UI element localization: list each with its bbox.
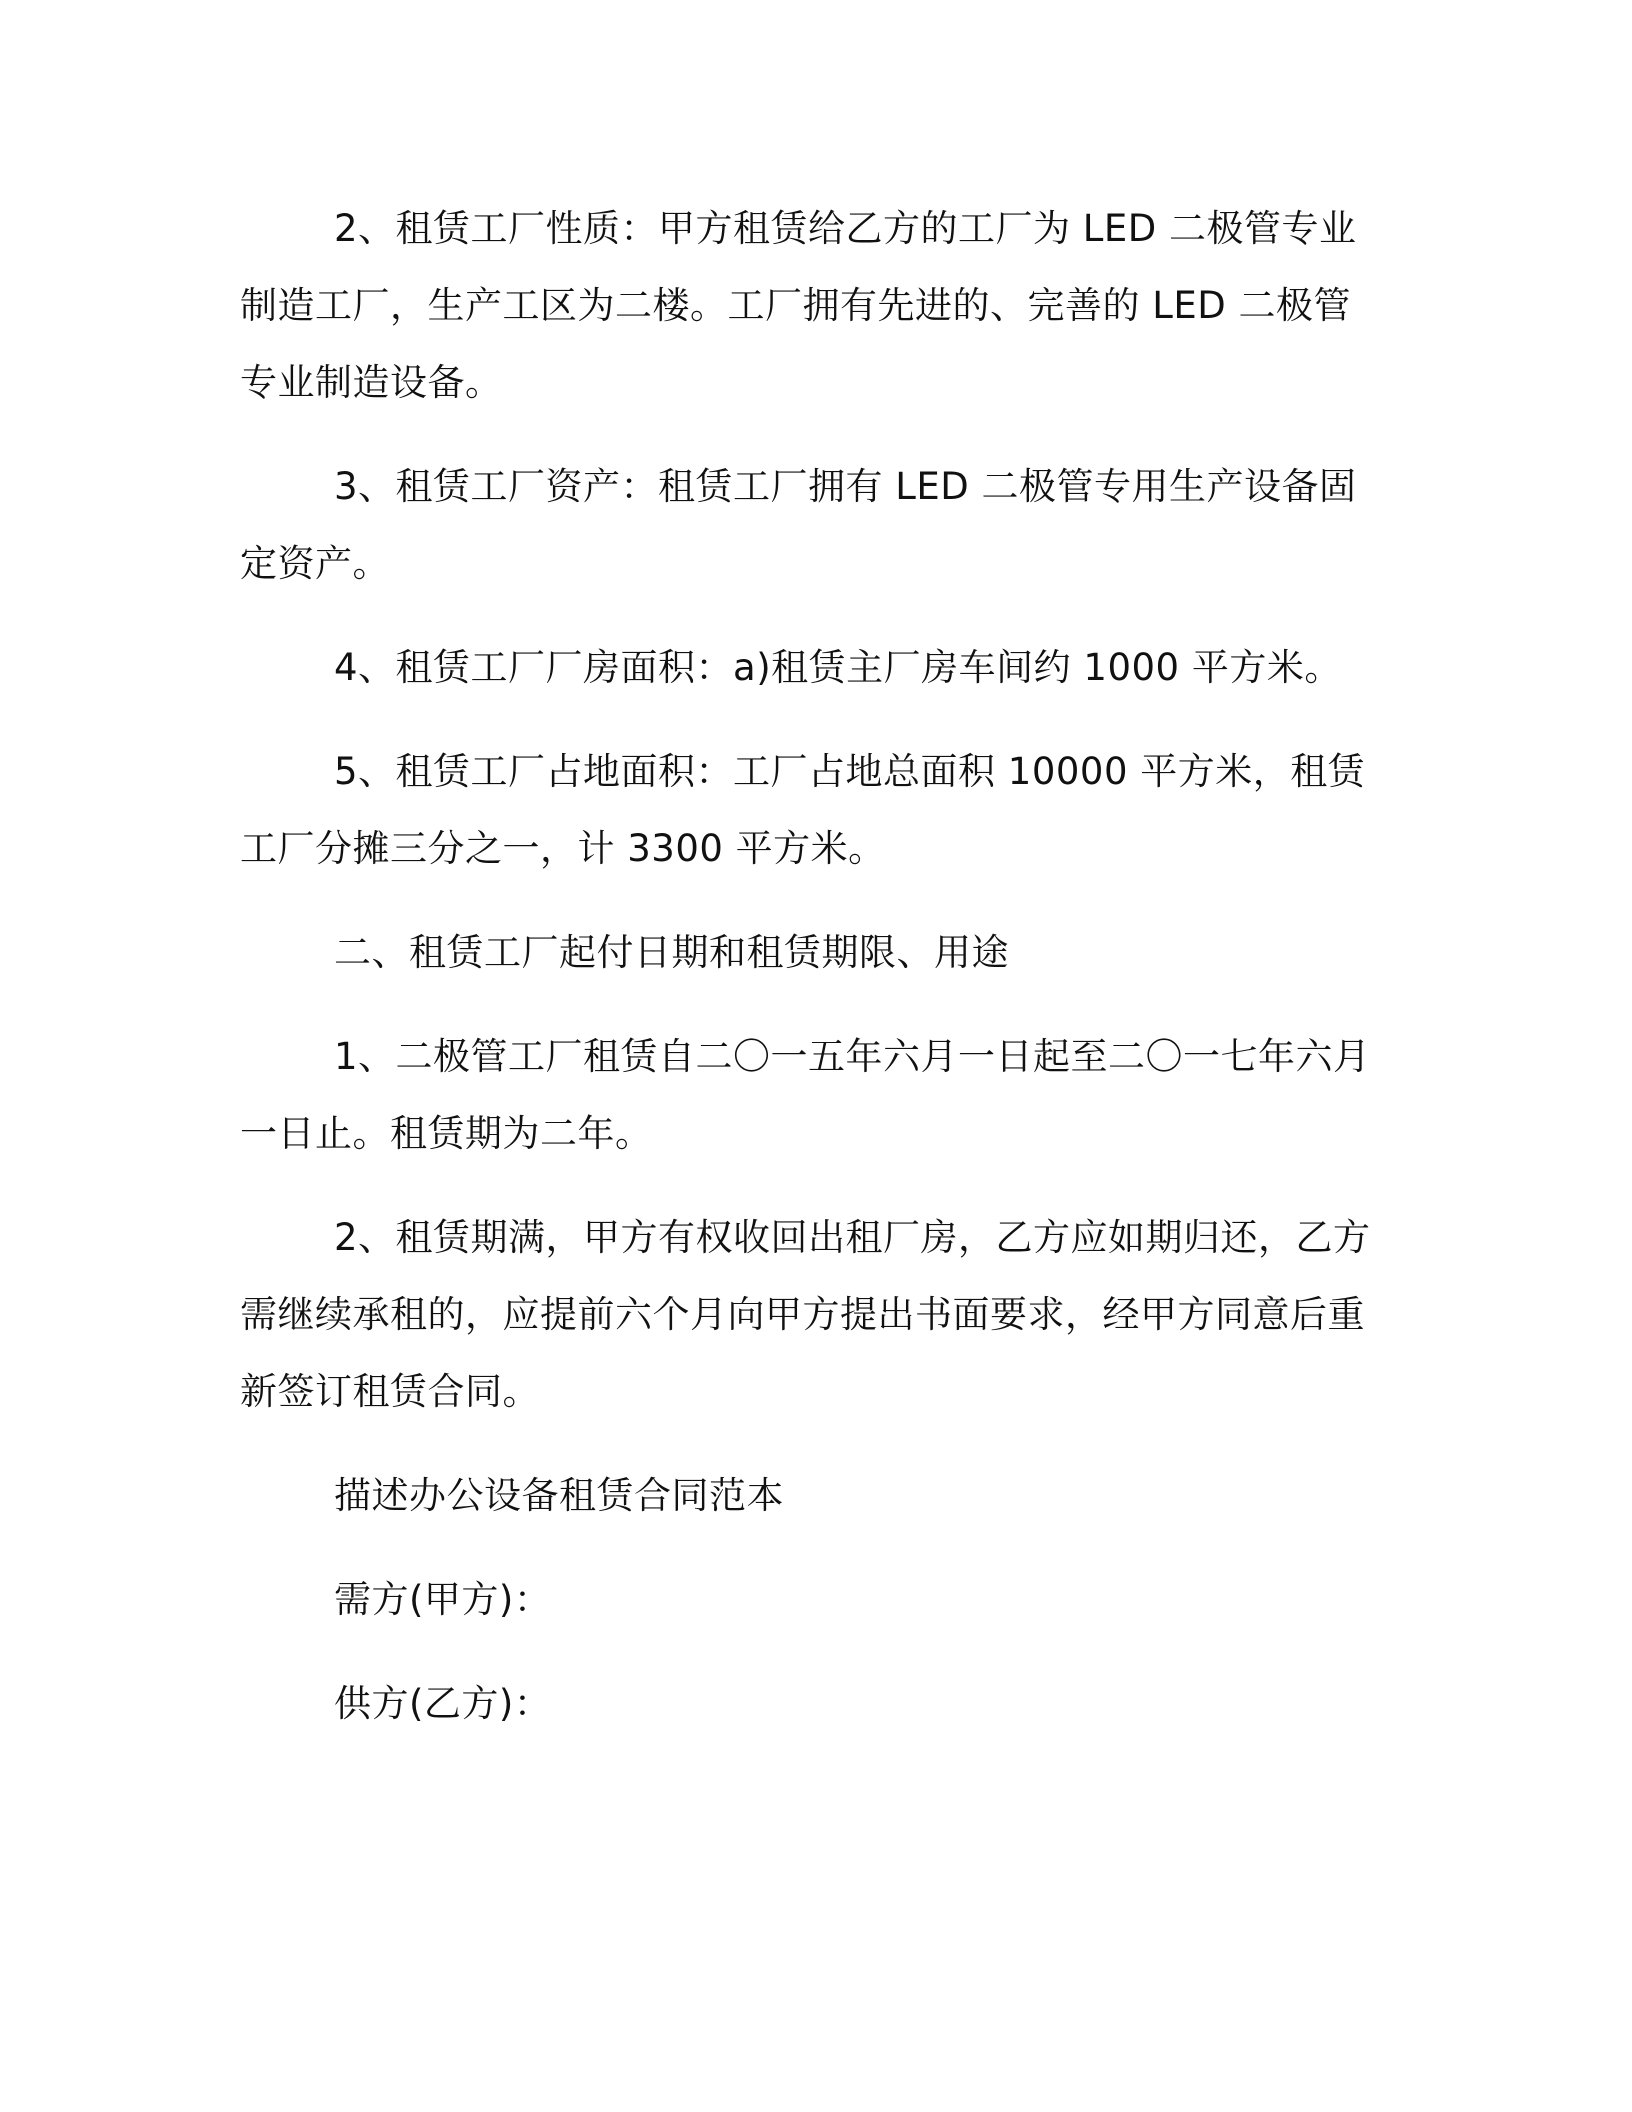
- clause-lease-period: 1、二极管工厂租赁自二〇一五年六月一日起至二〇一七年六月一日止。租赁期为二年。: [240, 1035, 1371, 1155]
- clause-factory-nature: 2、租赁工厂性质：甲方租赁给乙方的工厂为 LED 二极管专业制造工厂，生产工区为二楼。工厂拥有先进的、完善的 LED 二极管专业制造设备。: [240, 207, 1357, 404]
- clause-factory-land-area: 5、租赁工厂占地面积：工厂占地总面积 10000 平方米，租赁工厂分摊三分之一，计 3300 平方米。: [240, 750, 1366, 870]
- section-heading-lease-term: 二、租赁工厂起付日期和租赁期限、用途: [334, 931, 1009, 974]
- party-b-line: 供方(乙方)：: [334, 1682, 552, 1725]
- document-body: [240, 190, 1380, 1769]
- document-subtitle: 描述办公设备租赁合同范本: [334, 1474, 784, 1517]
- clause-factory-assets: 3、租赁工厂资产：租赁工厂拥有 LED 二极管专用生产设备固定资产。: [240, 465, 1357, 585]
- clause-lease-expiry: 2、租赁期满，甲方有权收回出租厂房，乙方应如期归还，乙方需继续承租的，应提前六个月向甲方提出书面要求，经甲方同意后重新签订租赁合同。: [240, 1216, 1371, 1413]
- party-a-line: 需方(甲方)：: [334, 1578, 552, 1621]
- clause-factory-floor-area: 4、租赁工厂厂房面积：a)租赁主厂房车间约 1000 平方米。: [334, 646, 1342, 689]
